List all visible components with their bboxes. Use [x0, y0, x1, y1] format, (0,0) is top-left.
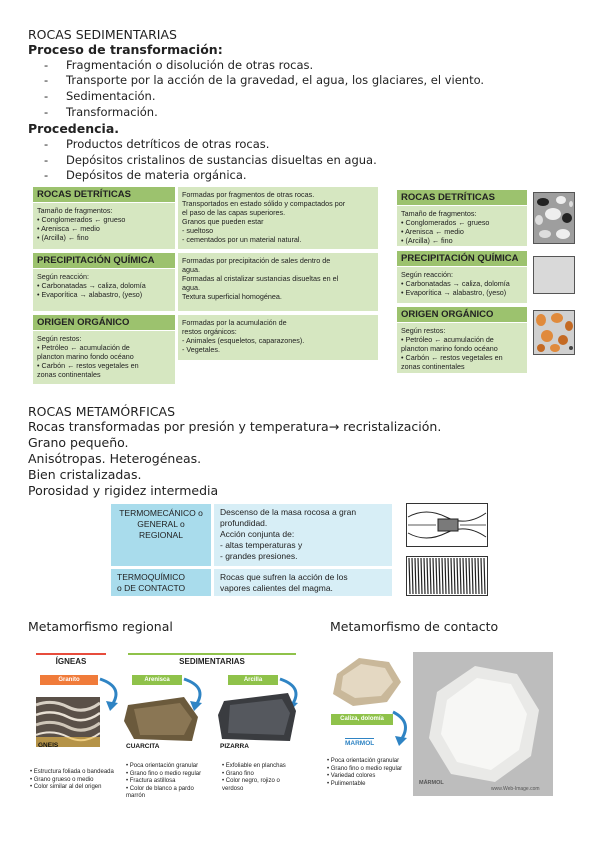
termoquimico-desc: Rocas que sufren la acción de los vapores calientes del magma. [214, 569, 392, 596]
regional-figure [28, 651, 318, 801]
gneis-label: GNEIS [38, 742, 59, 749]
metamorficas-line: Bien cristalizadas. [28, 467, 142, 482]
cuarcita-captions: • Poca orientación granular • Grano fino o medio regular • Fractura astillosa • Color de blanco a pardo marrón [126, 763, 202, 799]
metamorficas-line: Anisótropas. Heterogéneas. [28, 451, 202, 466]
list-item: - Transformación. [44, 105, 158, 119]
igneas-label: ÍGNEAS [36, 653, 106, 669]
table-left-quimica-desc: Formadas por precipitación de sales dentro de agua. Formadas al cristalizar sustancias disueltas en el agua. Textura superficial homogénea. [178, 253, 378, 311]
table-left-detriticas-desc: Formadas por fragmentos de otras rocas. Transportados en estado sólido y compactados por el paso de las capas superiores. Granos que pueden estar - sueltoso - cementados por un material natural. [178, 187, 378, 249]
list-item: - Sedimentación. [44, 89, 156, 103]
precipitation-rock-icon [533, 256, 575, 294]
table-right-quimica-header: PRECIPITACIÓN QUÍMICA [397, 251, 527, 266]
granito-label: Granito [40, 675, 98, 685]
marmol-photo [413, 652, 553, 796]
termomecanico-label: TERMOMECÁNICO o GENERAL o REGIONAL [111, 504, 211, 566]
pizarra-captions: • Exfoliable en planchas • Grano fino • Color negro, rojizo o verdoso [222, 763, 286, 792]
conglomerate-rock-icon [533, 192, 575, 244]
table-right-detriticas-body: Tamaño de fragmentos: • Conglomerados ← grueso • Arenisca ← medio • (Arcilla) ← fino [397, 206, 527, 246]
cuarcita-photo [124, 695, 200, 743]
metamorficas-line: Rocas transformadas por presión y temperatura→ recristalización. [28, 419, 442, 434]
table-right-organico-header: ORIGEN ORGÁNICO [397, 307, 527, 322]
table-left-organico-desc: Formadas por la acumulación de restos orgánicos: - Animales (esqueletos, caparazones). - Vegetales. [178, 315, 378, 360]
list-item: - Depósitos cristalinos de sustancias disueltas en agua. [44, 153, 377, 167]
regional-deformation-diagram [406, 503, 488, 547]
photo-label: MÁRMOL [419, 780, 444, 786]
sedimentarias-title: ROCAS SEDIMENTARIAS [28, 27, 177, 42]
metamorficas-line: Porosidad y rigidez intermedia [28, 483, 219, 498]
caliza-label: Caliza, dolomía [331, 714, 393, 725]
procedencia-title: Procedencia. [28, 121, 120, 136]
proceso-title: Proceso de transformación: [28, 42, 223, 57]
gneis-photo [36, 697, 100, 747]
table-left-detriticas-header: ROCAS DETRÍTICAS [33, 187, 175, 202]
contacto-title: Metamorfismo de contacto [330, 619, 499, 634]
table-right-quimica-body: Según reacción: • Carbonatadas → caliza, dolomía • Evaporítica → alabastro, (yeso) [397, 267, 527, 303]
table-right-organico-body: Según restos: • Petróleo ← acumulación de plancton marino fondo océano • Carbón ← restos vegetales en zonas continentales [397, 323, 527, 373]
table-left-quimica-body: Según reacción: • Carbonatadas → caliza, dolomía • Evaporítica → alabastro, (yeso) [33, 269, 175, 311]
marmol-label: MARMOL [345, 740, 375, 747]
contact-metamorphism-diagram [406, 556, 488, 596]
metamorficas-line: Grano pequeño. [28, 435, 129, 450]
table-left-detriticas-body: Tamaño de fragmentos: • Conglomerados ← grueso • Arenisca ← medio • (Arcilla) ← fino [33, 203, 175, 249]
table-left-organico-header: ORIGEN ORGÁNICO [33, 315, 175, 330]
termomecanico-desc: Descenso de la masa rocosa a gran profundidad. Acción conjunta de: - altas temperaturas y - grandes presiones. [214, 504, 392, 566]
arenisca-label: Arenisca [132, 675, 182, 685]
termoquimico-label: TERMOQUÍMICO o DE CONTACTO [111, 569, 211, 596]
table-right-detriticas-header: ROCAS DETRÍTICAS [397, 190, 527, 205]
pizarra-label: PIZARRA [220, 743, 249, 750]
arcilla-label: Arcilla [228, 675, 278, 685]
list-item: - Transporte por la acción de la gravedad, el agua, los glaciares, el viento. [44, 73, 485, 87]
fossil-shell-rock-icon [533, 310, 575, 355]
cuarcita-label: CUARCITA [126, 743, 160, 750]
list-item: - Fragmentación o disolución de otras rocas. [44, 58, 314, 72]
marmol-captions: • Poca orientación granular • Grano fino o medio regular • Variedad colores • Pulimentable [327, 758, 403, 787]
contacto-figure [325, 650, 560, 800]
pizarra-photo [218, 693, 296, 743]
regional-title: Metamorfismo regional [28, 619, 173, 634]
photo-credit: www.Web-Image.com [491, 786, 540, 792]
gneis-captions: • Estructura foliada o bandeada • Grano grueso o medio • Color similar al del origen [30, 769, 114, 790]
metamorficas-title: ROCAS METAMÓRFICAS [28, 404, 176, 419]
caliza-photo [329, 654, 403, 710]
sedimentarias-label: SEDIMENTARIAS [128, 653, 296, 669]
table-left-organico-body: Según restos: • Petróleo ← acumulación de plancton marino fondo océano • Carbón ← restos vegetales en zonas continentales [33, 331, 175, 384]
list-item: - Depósitos de materia orgánica. [44, 168, 247, 182]
table-left-quimica-header: PRECIPITACIÓN QUÍMICA [33, 253, 175, 268]
list-item: - Productos detríticos de otras rocas. [44, 137, 270, 151]
